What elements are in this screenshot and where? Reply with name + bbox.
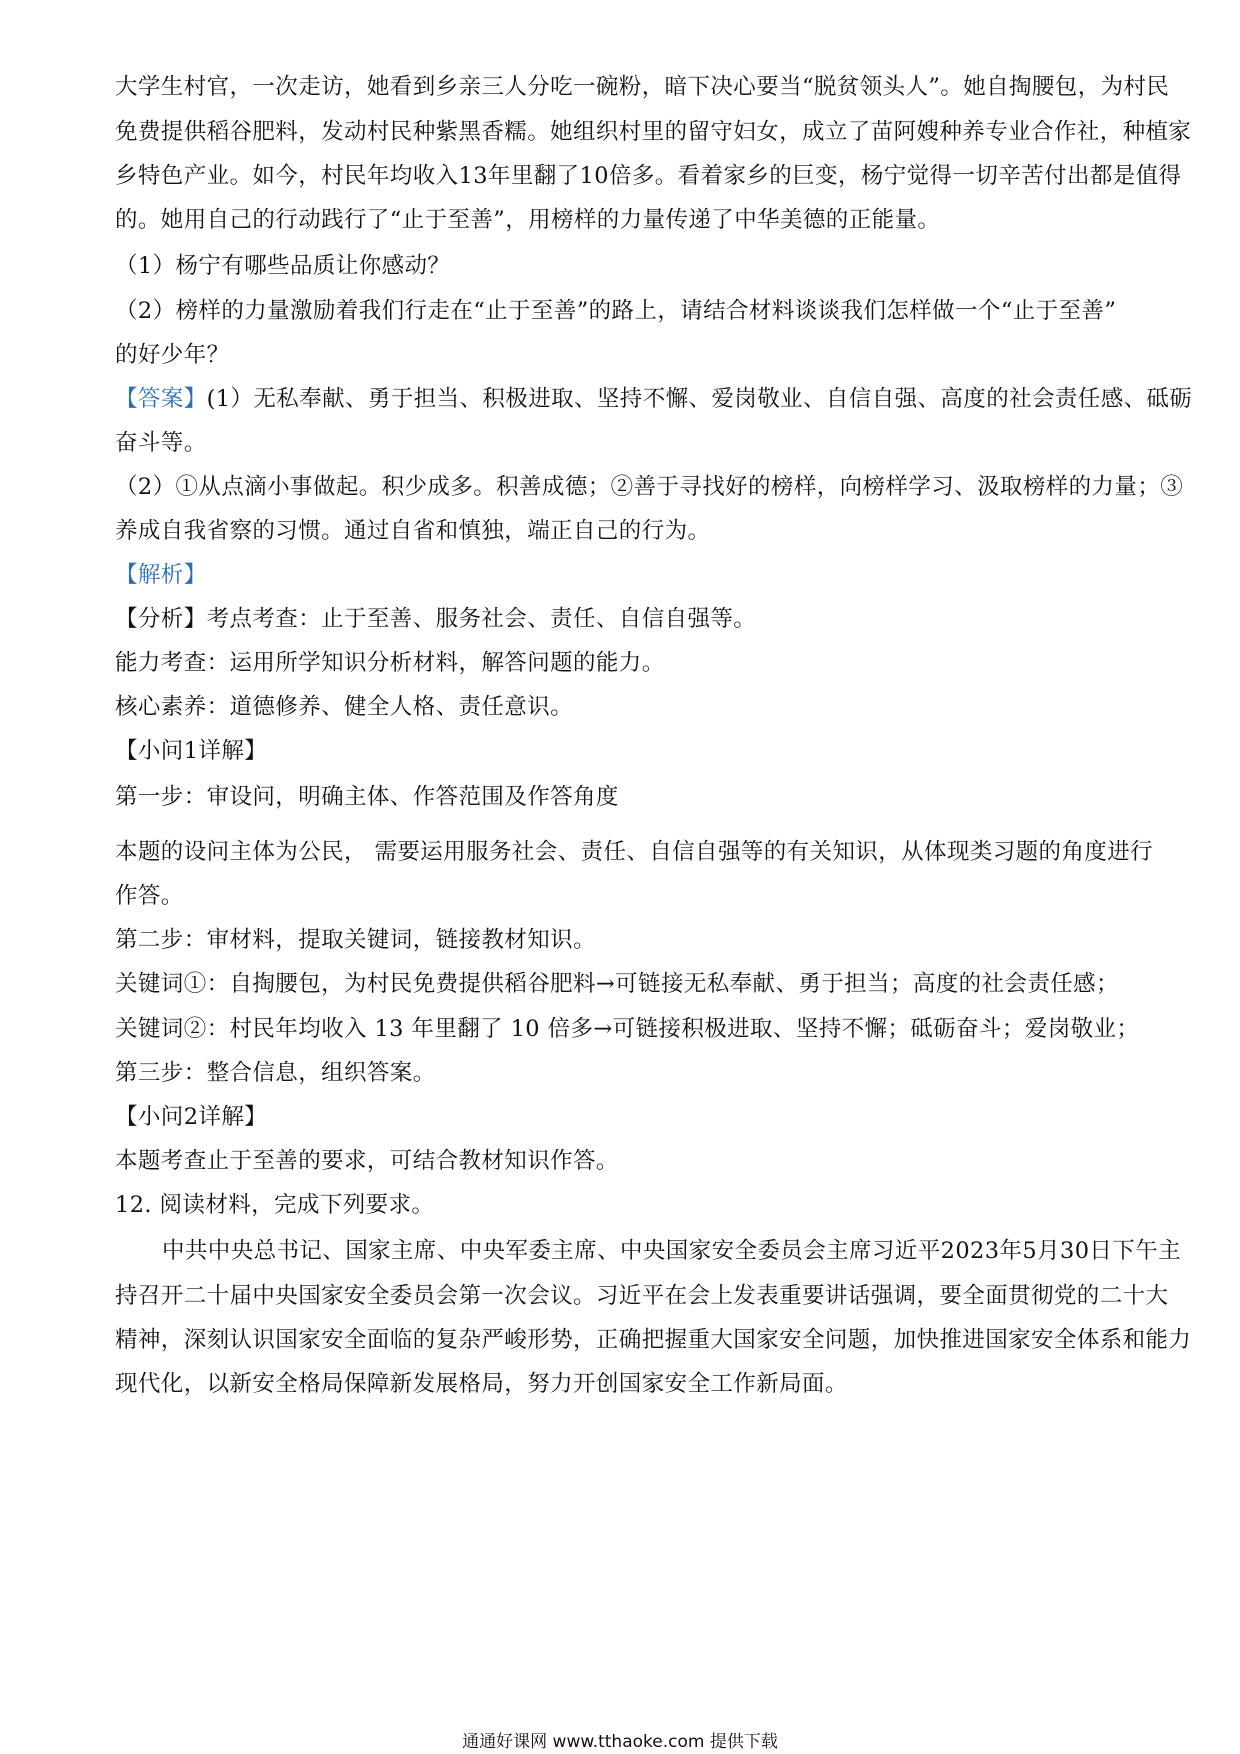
step-1-desc-line-1: 本题的设问主体为公民， 需要运用服务社会、责任、自信自强等的有关知识，从体现类习题的角度进行 (115, 839, 1154, 865)
question-12-material-line-4: 现代化，以新安全格局保障新发展格局，努力开创国家安全工作新局面。 (115, 1371, 848, 1397)
answer-1-line-2: 奋斗等。 (115, 430, 207, 456)
question-12-title: 12. 阅读材料，完成下列要求。 (115, 1192, 435, 1218)
question-12-material-line-2: 持召开二十届中央国家安全委员会第一次会议。习近平在会上发表重要讲话强调，要全面贯彻党的二十大 (115, 1283, 1169, 1309)
material-line-1: 大学生村官，一次走访，她看到乡亲三人分吃一碗粉，暗下决心要当“脱贫领头人”。她自掏腰包，为村民 (115, 74, 1170, 100)
answer-1-text: (1）无私奉献、勇于担当、积极进取、坚持不懈、爱岗敬业、自信自强、高度的社会责任感、砥砺 (206, 386, 1193, 412)
footer-source: 通通好课网 www.tthaoke.com 提供下载 (462, 1732, 778, 1752)
step-2: 第二步：审材料，提取关键词，链接教材知识。 (115, 927, 596, 953)
analysis-ability: 能力考查：运用所学知识分析材料，解答问题的能力。 (115, 650, 665, 676)
question-2-line-1: （2）榜样的力量激励着我们行走在“止于至善”的路上，请结合材料谈谈我们怎样做一个“止于至善” (115, 298, 1117, 324)
answer-2-line-2: 养成自我省察的习惯。通过自省和慎独，端正自己的行为。 (115, 518, 711, 544)
question-12-material-line-1: 中共中央总书记、国家主席、中央军委主席、中央国家安全委员会主席习近平2023年5月30日下午主 (162, 1238, 1182, 1264)
sub-question-2-desc: 本题考查止于至善的要求，可结合教材知识作答。 (115, 1148, 619, 1174)
step-1-desc-line-2: 作答。 (115, 883, 184, 909)
answer-tag: 【答案】 (115, 386, 207, 412)
keyword-2: 关键词②：村民年均收入 13 年里翻了 10 倍多→可链接积极进取、坚持不懈；砥砺奋斗；爱岗敬业； (115, 1016, 1140, 1042)
question-2-line-2: 的好少年？ (115, 342, 230, 368)
analysis-fenxi: 【分析】考点考查：止于至善、服务社会、责任、自信自强等。 (115, 606, 757, 632)
answer-2-line-1: （2）①从点滴小事做起。积少成多。积善成德；②善于寻找好的榜样，向榜样学习、汲取榜样的力量；③ (115, 474, 1184, 500)
step-3: 第三步：整合信息，组织答案。 (115, 1060, 436, 1086)
question-12-material-line-3: 精神，深刻认识国家安全面临的复杂严峻形势，正确把握重大国家安全问题，加快推进国家安全体系和能力 (115, 1327, 1192, 1353)
material-line-2: 免费提供稻谷肥料，发动村民种紫黑香糯。她组织村里的留守妇女，成立了苗阿嫂种养专业合作社，种植家 (115, 119, 1192, 145)
step-1: 第一步：审设问，明确主体、作答范围及作答角度 (115, 784, 619, 810)
analysis-literacy: 核心素养：道德修养、健全人格、责任意识。 (115, 694, 574, 720)
material-line-3: 乡特色产业。如今，村民年均收入13年里翻了10倍多。看着家乡的巨变，杨宁觉得一切辛苦付出都是值得 (115, 163, 1182, 189)
sub-question-1-title: 【小问1详解】 (115, 738, 268, 764)
question-1: （1）杨宁有哪些品质让你感动？ (115, 253, 451, 279)
answer-line-1 (115, 384, 1193, 414)
analysis-tag: 【解析】 (115, 562, 207, 588)
sub-question-2-title: 【小问2详解】 (115, 1104, 268, 1130)
material-line-4: 的。她用自己的行动践行了“止于至善”，用榜样的力量传递了中华美德的正能量。 (115, 207, 941, 233)
keyword-1: 关键词①：自掏腰包，为村民免费提供稻谷肥料→可链接无私奉献、勇于担当；高度的社会责任感； (115, 971, 1119, 997)
